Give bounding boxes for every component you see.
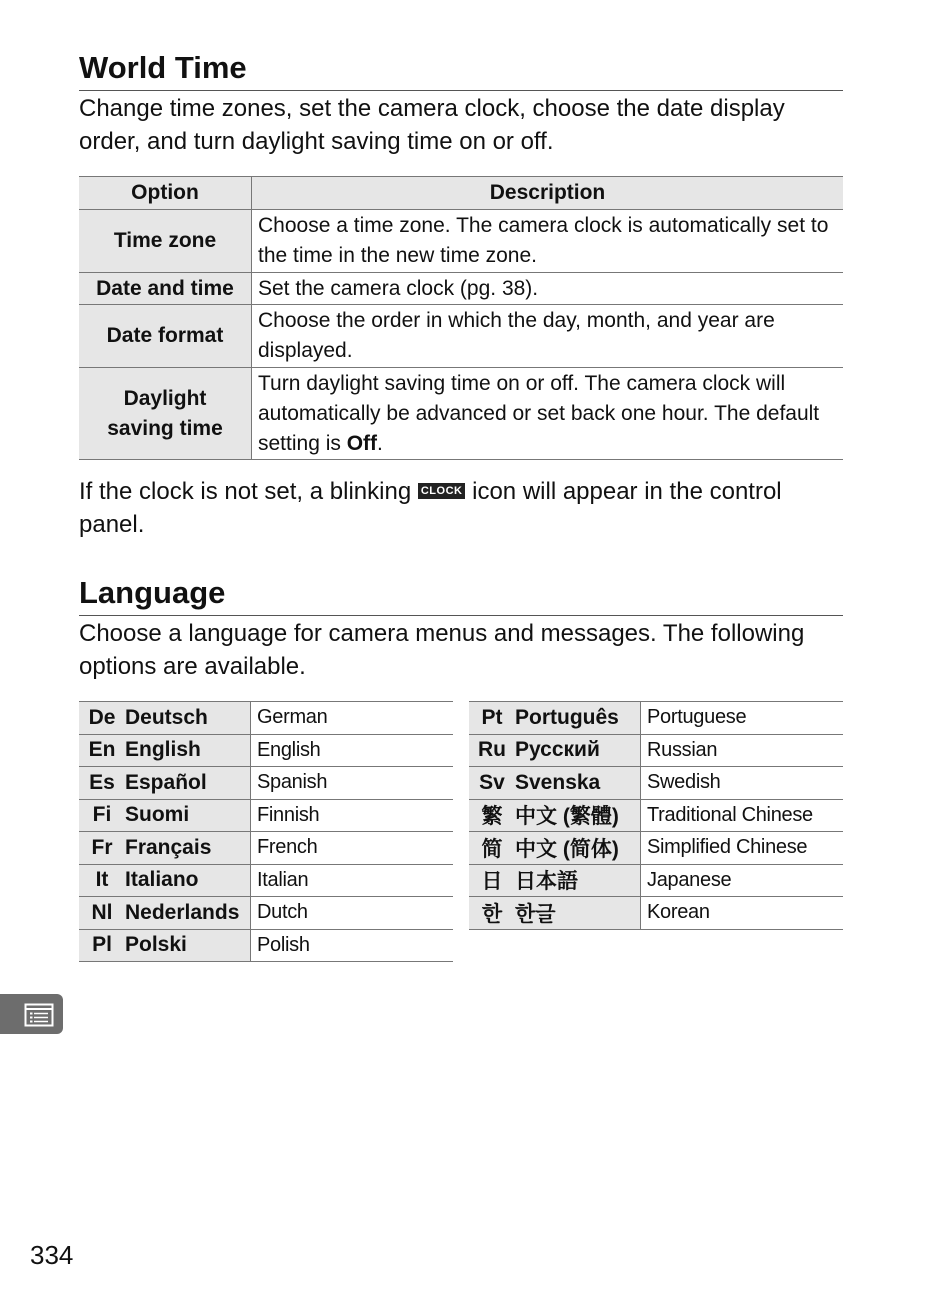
language-code: Pt <box>469 702 515 735</box>
default-value: Off <box>346 431 378 455</box>
language-row <box>79 799 453 832</box>
language-code: 한 <box>469 897 515 930</box>
option-text: Daylight saving time <box>107 386 223 440</box>
language-native-name: Français <box>125 832 251 865</box>
language-native-name: 中文 (繁體) <box>515 799 641 832</box>
language-english-name: Simplified Chinese <box>641 832 844 865</box>
language-row <box>469 767 843 800</box>
language-native-name: English <box>125 734 251 767</box>
description-text: Turn daylight saving time on or off. The camera clock will automatically be advanced or set back one hour. The default setting is <box>258 371 820 455</box>
language-row <box>79 864 453 897</box>
language-code: Nl <box>79 897 125 930</box>
language-row <box>469 832 843 865</box>
language-native-name: Suomi <box>125 799 251 832</box>
language-row <box>469 799 843 832</box>
language-native-name: Italiano <box>125 864 251 897</box>
description-cell <box>252 368 844 460</box>
note-text-end: icon will appear in the control panel. <box>79 478 782 538</box>
language-english-name: Japanese <box>641 864 844 897</box>
language-row <box>79 832 453 865</box>
language-row <box>469 702 843 735</box>
language-table-left <box>79 701 453 962</box>
language-english-name: French <box>251 832 454 865</box>
language-code: Fi <box>79 799 125 832</box>
setup-menu-tab <box>0 994 63 1034</box>
world-time-intro: Change time zones, set the camera clock, choose the date display order, and turn daylight saving time on or off. <box>79 95 785 155</box>
language-native-name: Español <box>125 767 251 800</box>
language-native-name: Svenska <box>515 767 641 800</box>
table-row <box>79 305 843 368</box>
setup-menu-icon <box>24 1003 54 1027</box>
description-header: Description <box>252 177 844 210</box>
language-row <box>79 734 453 767</box>
language-row <box>79 929 453 962</box>
language-code: It <box>79 864 125 897</box>
world-time-table <box>79 176 843 460</box>
language-english-name: Swedish <box>641 767 844 800</box>
table-header-row <box>79 177 843 210</box>
clock-note <box>79 475 849 541</box>
option-cell: Date and time <box>79 273 252 305</box>
language-english-name: Spanish <box>251 767 454 800</box>
language-code: De <box>79 702 125 735</box>
language-native-name: 中文 (简体) <box>515 832 641 865</box>
language-english-name: English <box>251 734 454 767</box>
language-code: 繁 <box>469 799 515 832</box>
language-code: En <box>79 734 125 767</box>
table-row <box>79 210 843 273</box>
language-english-name: Korean <box>641 897 844 930</box>
table-row <box>79 368 843 460</box>
language-intro: Choose a language for camera menus and messages. The following options are available. <box>79 620 805 680</box>
language-row <box>469 734 843 767</box>
language-english-name: German <box>251 702 454 735</box>
clock-icon: CLOCK <box>418 483 466 499</box>
language-row <box>79 767 453 800</box>
language-code: Es <box>79 767 125 800</box>
language-code: Sv <box>469 767 515 800</box>
language-english-name: Polish <box>251 929 454 962</box>
table-row <box>79 273 843 305</box>
language-english-name: Dutch <box>251 897 454 930</box>
language-row <box>79 897 453 930</box>
description-cell: Choose the order in which the day, month, and year are displayed. <box>252 305 844 368</box>
option-header: Option <box>79 177 252 210</box>
language-native-name: Русский <box>515 734 641 767</box>
language-row <box>79 702 453 735</box>
language-native-name: 한글 <box>515 897 641 930</box>
language-code: Fr <box>79 832 125 865</box>
language-native-name: Nederlands <box>125 897 251 930</box>
note-text: If the clock is not set, a blinking <box>79 478 418 505</box>
description-cell: Choose a time zone. The camera clock is automatically set to the time in the new time zone. <box>252 210 844 273</box>
title-rule <box>79 90 843 91</box>
language-native-name: 日本語 <box>515 864 641 897</box>
language-english-name: Portuguese <box>641 702 844 735</box>
option-cell <box>79 368 252 460</box>
language-english-name: Finnish <box>251 799 454 832</box>
option-cell: Date format <box>79 305 252 368</box>
language-code: 日 <box>469 864 515 897</box>
language-row <box>469 897 843 930</box>
language-native-name: Português <box>515 702 641 735</box>
title-rule <box>79 615 843 616</box>
world-time-title: World Time <box>79 50 247 85</box>
language-code: Pl <box>79 929 125 962</box>
language-english-name: Russian <box>641 734 844 767</box>
language-code: 简 <box>469 832 515 865</box>
language-code: Ru <box>469 734 515 767</box>
description-cell: Set the camera clock (pg. 38). <box>252 273 844 305</box>
language-english-name: Italian <box>251 864 454 897</box>
language-row <box>469 864 843 897</box>
language-native-name: Deutsch <box>125 702 251 735</box>
description-end: . <box>377 431 383 455</box>
language-title: Language <box>79 575 226 610</box>
language-table-right <box>469 701 843 930</box>
option-cell: Time zone <box>79 210 252 273</box>
language-english-name: Traditional Chinese <box>641 799 844 832</box>
language-native-name: Polski <box>125 929 251 962</box>
page-number: 334 <box>30 1240 74 1270</box>
